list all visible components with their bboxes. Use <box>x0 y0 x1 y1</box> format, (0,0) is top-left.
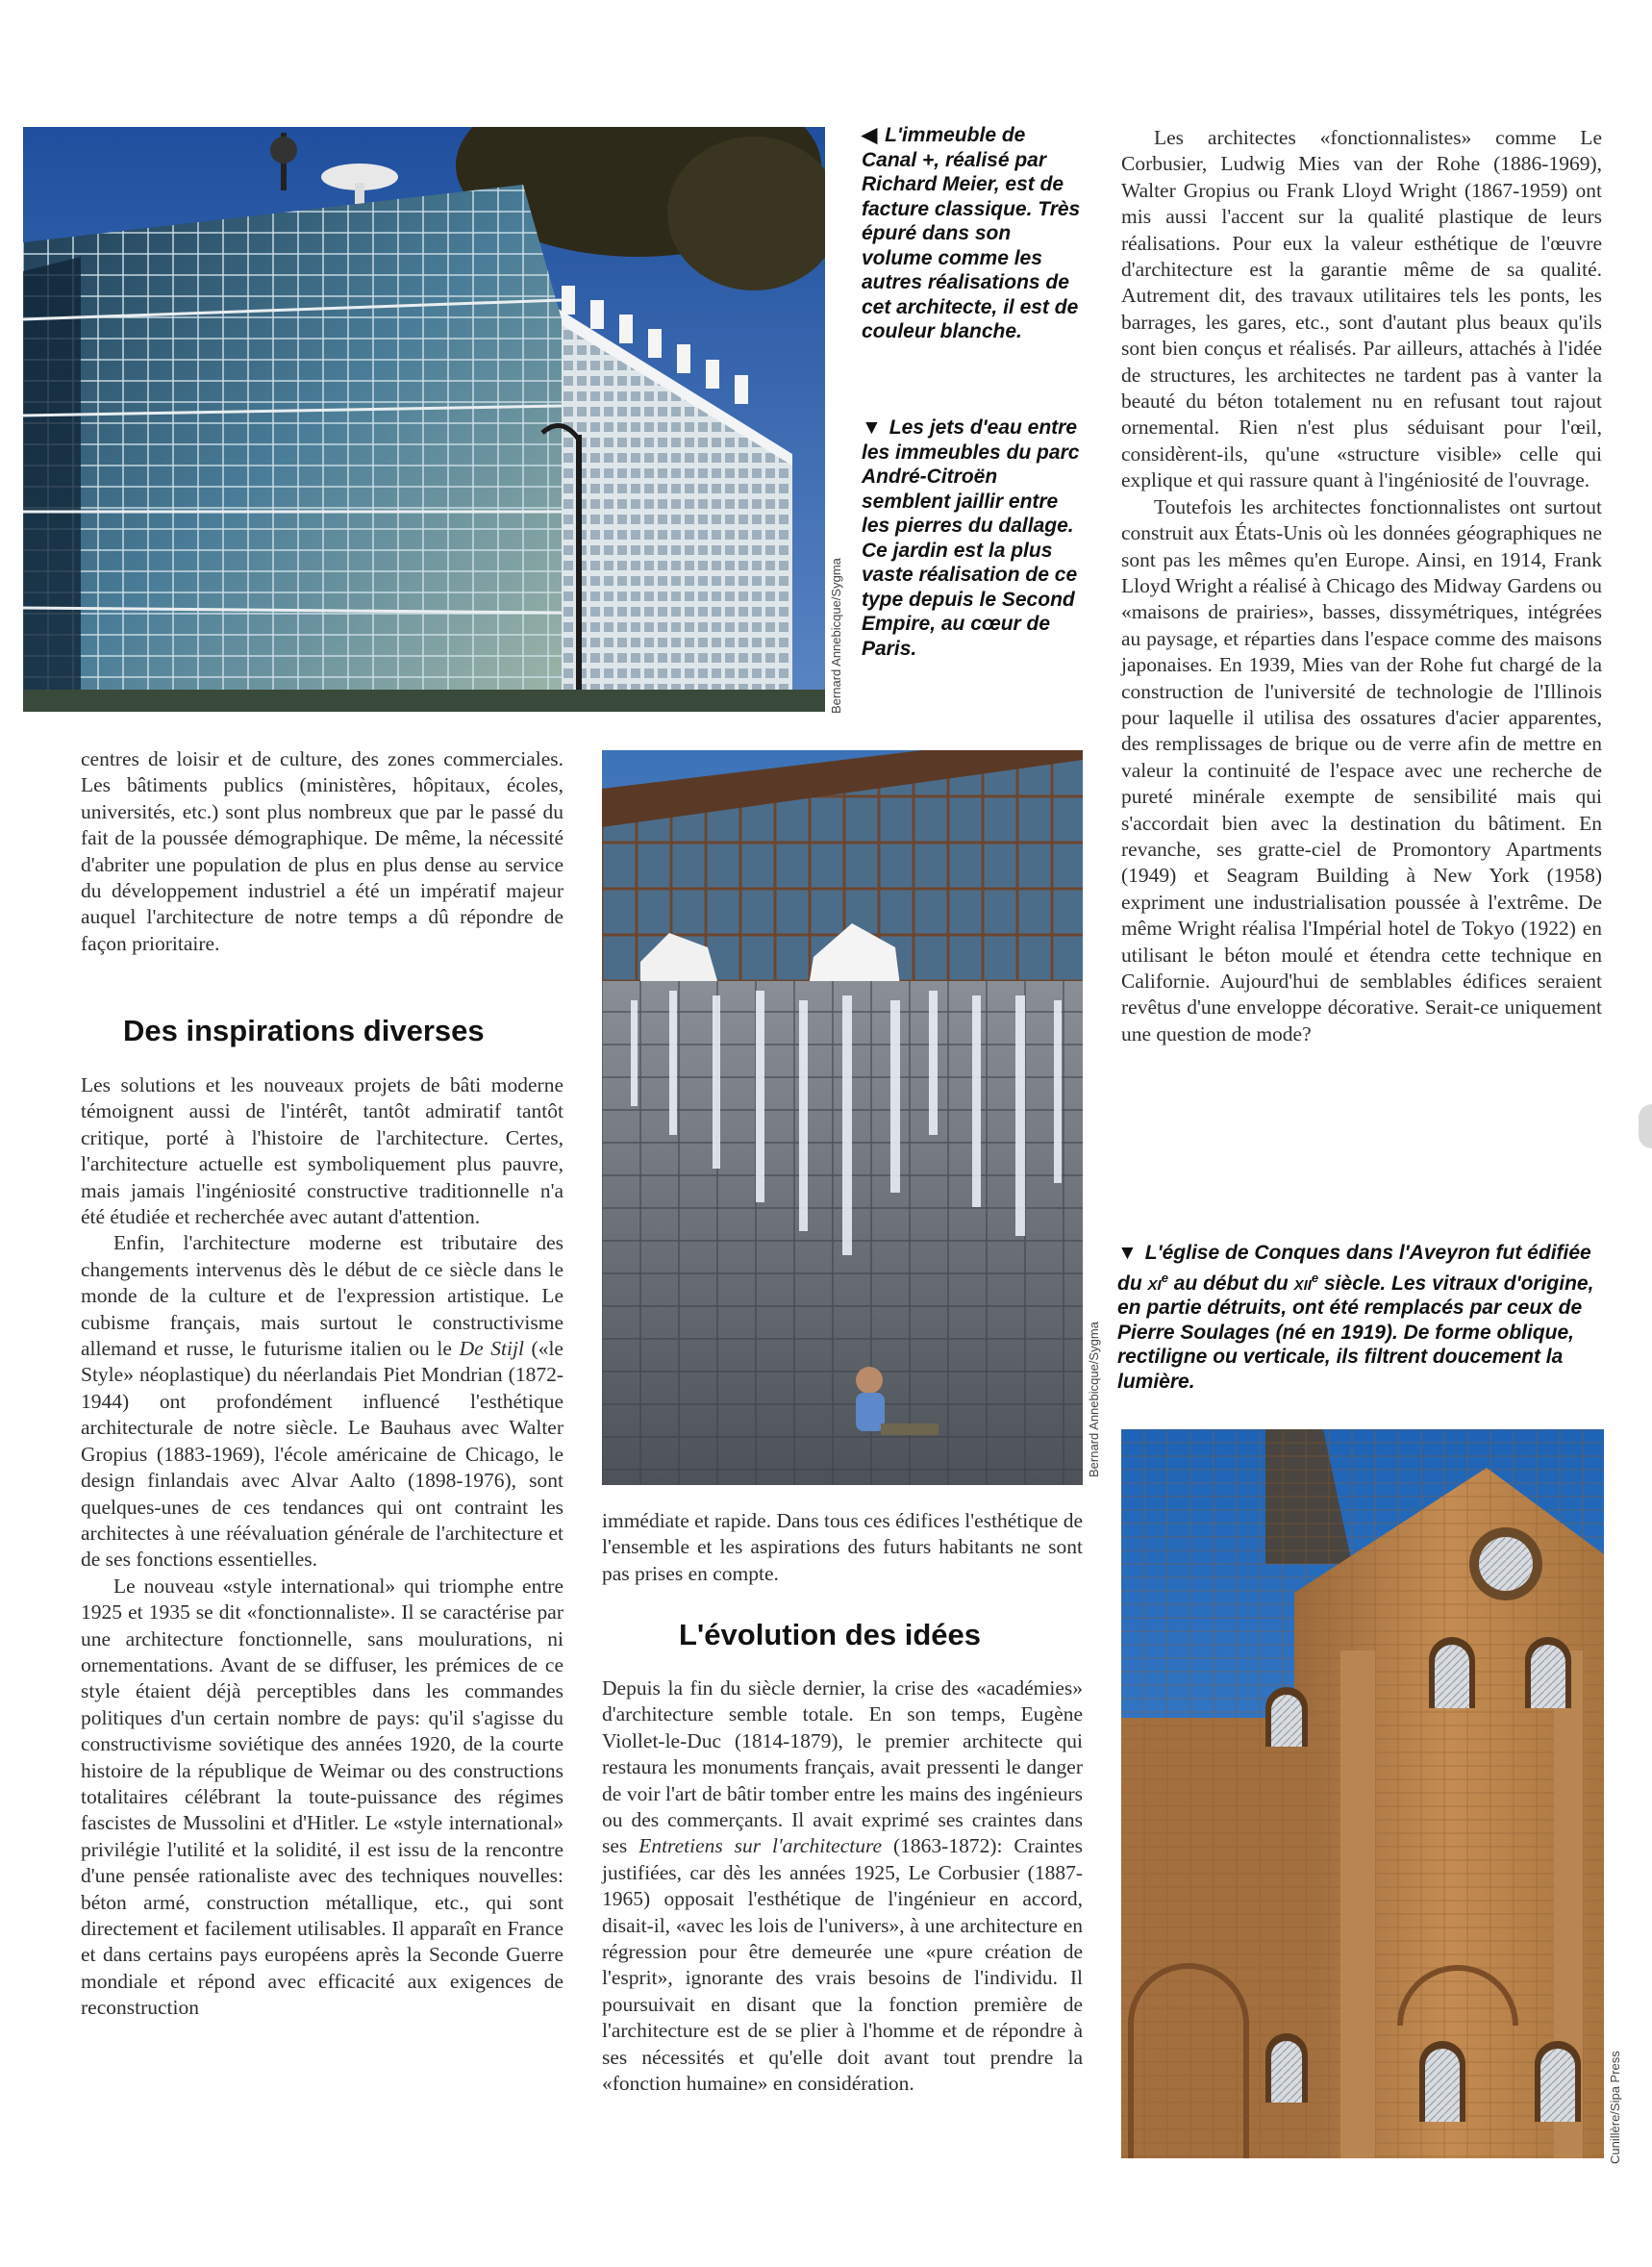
caption-fountains <box>862 416 1083 661</box>
caption-fountains-text-2: Ce jardin est la plus vaste réalisation de ce type depuis le Second Empire, au cœur de Paris. <box>862 539 1078 660</box>
photo-credit-fountains: Bernard Annebicque/Sygma <box>1087 1322 1101 1477</box>
photo-conques-church <box>1121 1429 1604 2158</box>
paragraph: Les solutions et les nouveaux projets de bâti moderne témoignent aussi de l'intérêt, tantôt admiratif tantôt critique, porté à l'histoire de l'architecture. Certes, l'architecture actuelle est symboliquement plus pauvre, mais jamais l'ingéniosité constructive traditionnelle n'a été étudiée et recherchée avec autant d'attention. <box>81 1073 563 1229</box>
text-column-middle-top <box>602 1508 1083 1587</box>
paragraph: Enfin, l'architecture moderne est tributaire des changements intervenus dès le début de ce siècle dans le monde de la culture et de l'expression artistique. Le cubisme français, mais surtout le constructivisme allemand et russe, le futurisme italien ou le De Stijl («le Style» néoplastique) du néerlandais Piet Mondrian (1872-1944) ont profondément influencé l'esthétique architecturale de notre siècle. Le Bauhaus avec Walter Gropius (1883-1969), l'école américaine de Chicago, le design finlandais avec Alvar Aalto (1898-1976), sont quelques-unes de ces tendances qui ont contraint les architectes à une réévaluation générale de l'architecture et de ses fonctions essentielles. <box>81 1231 563 1572</box>
text-column-middle-bottom <box>602 1675 1083 2098</box>
paragraph: Le nouveau «style international» qui triomphe entre 1925 et 1935 se dit «fonctionnaliste». Il se caractérise par une architecture fonctionnelle, sans moulurations, ni ornementations. Avant de se diffuser, les prémices de ce style étaient déjà perceptibles dans les commandes politiques d'un certain nombre de pays: qu'il s'agisse du constructivisme soviétique des années 1920, de la courte histoire de la république de Weimar ou des constructions totalitaires célébrant la toute-puissance des régimes fascistes de Mussolini et d'Hitler. Le «style international» privilégie l'utilité et la solidité, il est issu de la rencontre d'une pensée rationaliste avec des techniques nouvelles: béton armé, construction métallique, etc., qui sont directement et facilement utilisables. Il apparaît en France et dans certains pays européens après la Seconde Guerre mondiale et répond avec efficacité aux exigences de reconstruction <box>81 1574 563 2020</box>
text-column-left-top <box>81 746 563 957</box>
fountains-image <box>602 750 1083 1485</box>
photo-credit-canal: Bernard Annebicque/Sygma <box>829 558 843 714</box>
photo-credit-conques: Cunillère/Sipa Press <box>1608 2051 1622 2164</box>
canal-plus-image <box>23 127 825 712</box>
paragraph: Les architectes «fonctionnalistes» comme Le Corbusier, Ludwig Mies van der Rohe (1886-1969), Walter Gropius ou Frank Lloyd Wright (1867-1959) ont mis aussi l'accent sur la qualité plastique de leurs réalisations. Pour eux la valeur esthétique de l'œuvre d'architecture est la garantie même de sa qualité. Autrement dit, des travaux utilitaires tels les ponts, les barrages, les gares, etc., sont d'autant plus beaux qu'ils sont bien conçus et réalisés. Par ailleurs, attachés à l'idée de structures, les architectes ne tardent pas à vanter la beauté du béton totalement nu en refusant tout rajout ornemental. Rien n'est plus séduisant pour l'œil, considèrent-ils, qu'une «structure visible» celle qui explique et qui rassure quant à l'ingéniosité de l'ouvrage. <box>1121 126 1602 492</box>
paragraph: Toutefois les architectes fonctionnalistes ont surtout construit aux États-Unis où les données géographiques ne sont pas les mêmes qu'en Europe. Ainsi, en 1914, Frank Lloyd Wright a réalisé à Chicago des Midway Gardens ou «maisons de prairies», basses, dissymétriques, intégrées au paysage, et réparties dans l'espace comme des maisons japonaises. En 1939, Mies van der Rohe fut chargé de la construction de l'université de technologie de l'Illinois pour laquelle il utilisa des ossatures d'acier apparentes, des remplissages de brique ou de verre afin de mettre en valeur la continuité de l'espace avec une recherche de pureté minérale exempte de sensibilité mais qui s'accordait bien avec la destination du bâtiment. En revanche, ses gratte-ciel de Promontory Apartments (1949) et Seagram Building à New York (1958) expriment une industrialisation poussée à l'extrême. De même Wright réalisa l'Impérial hotel de Tokyo (1922) en utilisant le béton moulé et étendra cette technique en Californie. Aujourd'hui de semblables édifices seraient revêtus d'une enveloppe décorative. Serait-ce uniquement une question de mode? <box>1121 494 1602 1045</box>
text-column-left-bottom <box>81 1072 563 2022</box>
arrow-left-icon: ◀ <box>862 124 878 146</box>
arrow-down-icon: ▼ <box>862 416 882 439</box>
heading-inspirations: Des inspirations diverses <box>123 1014 485 1047</box>
page-edge-tab <box>1639 1104 1652 1148</box>
conques-image <box>1121 1429 1604 2158</box>
text-column-right-top <box>1121 125 1602 1047</box>
paragraph: Depuis la fin du siècle dernier, la crise des «académies» d'architecture semble totale. En son temps, Eugène Viollet-le-Duc (1814-1879), le premier architecte qui restaura les monuments français, avait pressenti le danger de voir l'art de bâtir tomber entre les mains des ingénieurs ou des commerçants. Il avait exprimé ses craintes dans ses Entretiens sur l'architecture (1863-1872): Craintes justifiées, car dès les années 1925, Le Corbusier (1887-1965) opposait l'esthétique de l'ingénieur en accord, disait-il, «avec les lois de l'univers», à une architecture en régression pour être demeurée une «pure création de l'esprit», ignorante des vrais besoins de l'individu. Il poursuivait en disant que la fonction première de l'architecture est de se plier à l'homme et de répondre à ses nécessités et qu'elle doit avant tout prendre la «fonction humaine» en considération. <box>602 1676 1084 2096</box>
arrow-down-icon: ▼ <box>1117 1242 1138 1264</box>
photo-canal-plus-building <box>23 127 825 712</box>
caption-conques: ▼ L'église de Conques dans l'Aveyron fut édifiée du $xi^e$ au début du xii$^e$ siècle. Les vitraux d'origine, en partie détruits, ont été remplacés par ceux de Pierre Soulages (né en 1919). De forme oblique, rectiligne ou verticale, ils filtrent doucement la lumière. <box>1117 1242 1594 1393</box>
heading-evolution: L'évolution des idées <box>679 1618 981 1651</box>
photo-parc-andre-citroen-fountains <box>602 750 1083 1485</box>
paragraph: immédiate et rapide. Dans tous ces édifices l'esthétique de l'ensemble et les aspirations des futurs habitants ne sont pas prises en compte. <box>602 1509 1083 1585</box>
caption-fountains-text-1: Les jets d'eau entre les immeubles du parc André-Citroën semblent jaillir entre les pierres du dallage. <box>862 416 1080 537</box>
paragraph: centres de loisir et de culture, des zones commerciales. Les bâtiments publics (ministères, hôpitaux, écoles, universités, etc.) sont plus nombreux que par le passé du fait de la poussée démographique. De même, la nécessité d'abriter une population de plus en plus dense au service du développement industriel a été un impératif majeur auquel l'architecture de notre temps a dû répondre de façon prioritaire. <box>81 747 563 955</box>
caption-canal-plus: ◀ L'immeuble de Canal +, réalisé par Richard Meier, est de facture classique. Très épuré dans son volume comme les autres réalisations de cet architecte, il est de couleur blanche. <box>862 124 1081 342</box>
